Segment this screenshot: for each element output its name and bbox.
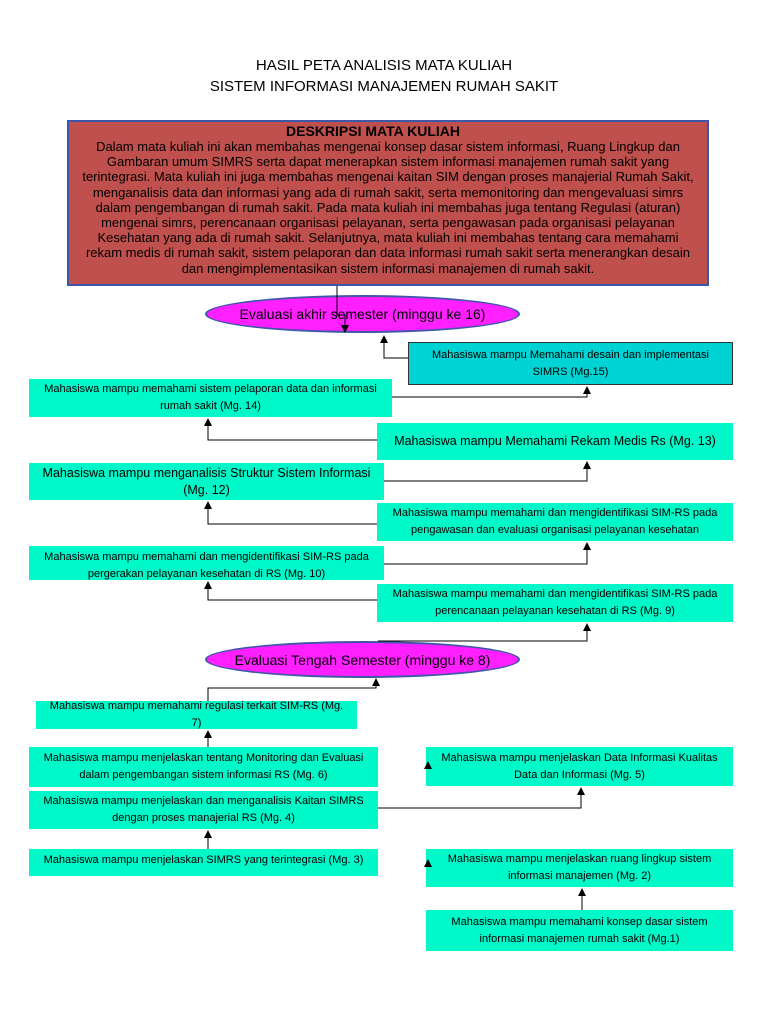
- outcome-mg2-box: Mahasiswa mampu menjelaskan ruang lingkup sistem informasi manajemen (Mg. 2): [426, 849, 733, 887]
- outcome-mg11-box: Mahasiswa mampu memahami dan mengidentifikasi SIM-RS pada pengawasan dan evaluasi organisasi pelayanan kesehatan: [377, 503, 733, 541]
- connector-mg4-to-mg5: [378, 788, 581, 808]
- midterm-evaluation-oval: Evaluasi Tengah Semester (minggu ke 8): [205, 641, 520, 678]
- outcome-mg9-box: Mahasiswa mampu memahami dan mengidentifikasi SIM-RS pada perencanaan pelayanan kesehatan di RS (Mg. 9): [377, 584, 733, 622]
- outcome-mg7-box: Mahasiswa mampu memahami regulasi terkait SIM-RS (Mg. 7): [36, 701, 357, 729]
- outcome-mg6-box: Mahasiswa mampu menjelaskan tentang Monitoring dan Evaluasi dalam pengembangan sistem informasi RS (Mg. 6): [29, 747, 378, 787]
- outcome-mg14-box: Mahasiswa mampu memahami sistem pelaporan data dan informasi rumah sakit (Mg. 14): [29, 379, 392, 417]
- outcome-mg4-box: Mahasiswa mampu menjelaskan dan menganalisis Kaitan SIMRS dengan proses manajerial RS (Mg. 4): [29, 791, 378, 829]
- connector-mg15-to-uas: [384, 336, 408, 358]
- outcome-mg5-box: Mahasiswa mampu menjelaskan Data Informasi Kualitas Data dan Informasi (Mg. 5): [426, 747, 733, 786]
- connector-mg11-to-mg12: [208, 502, 377, 524]
- description-box: [67, 120, 709, 286]
- connector-mg12-to-mg13: [384, 462, 587, 481]
- page-title-line-1: HASIL PETA ANALISIS MATA KULIAH: [255, 57, 513, 74]
- connector-mg10-to-mg11: [384, 543, 587, 564]
- outcome-mg12-box: Mahasiswa mampu menganalisis Struktur Sistem Informasi (Mg. 12): [29, 463, 384, 500]
- outcome-mg1-box: Mahasiswa mampu memahami konsep dasar sistem informasi manajemen rumah sakit (Mg.1): [426, 910, 733, 951]
- outcome-mg3-box: Mahasiswa mampu menjelaskan SIMRS yang terintegrasi (Mg. 3): [29, 849, 378, 876]
- page-title-line-2: SISTEM INFORMASI MANAJEMEN RUMAH SAKIT: [209, 78, 559, 95]
- connector-uts-to-mg9: [378, 624, 587, 641]
- description-heading: DESKRIPSI MATA KULIAH: [286, 123, 460, 139]
- connector-mg14-to-mg15: [392, 387, 587, 397]
- outcome-mg10-box: Mahasiswa mampu memahami dan mengidentifikasi SIM-RS pada pergerakan pelayanan kesehatan di RS (Mg. 10): [29, 546, 384, 580]
- description-body: Dalam mata kuliah ini akan membahas mengenai konsep dasar sistem informasi, Ruang Lingkup dan Gambaran umum SIMRS serta dapat menerapkan sistem informasi manajemen rumah sakit yang terintegrasi. Mata kuliah ini juga membahas mengenai kaitan SIM dengan proses manajerial Rumah Sakit, menganalisis data dan informasi yang ada di rumah sakit, serta memonitoring dan mengevaluasi simrs dalam pengembangan di rumah sakit. Pada mata kuliah ini membahas juga tentang Regulasi (aturan) mengenai simrs, perencanaan organisasi pelayanan, serta pengawasan pada organisasi pelayanan Kesehatan yang ada di rumah sakit. Selanjutnya, mata kuliah ini membahas tentang cara memahami rekam medis di rumah sakit, sistem pelaporan dan data informasi rumah sakit serta menerangkan desain dan mengimplementasikan sistem informasi manajemen di rumah sakit.: [82, 139, 694, 276]
- final-evaluation-oval: Evaluasi akhir semester (minggu ke 16): [205, 295, 520, 333]
- connector-mg9-to-mg10: [208, 582, 377, 600]
- connector-mg13-to-mg14: [208, 419, 377, 440]
- connector-mg7-to-uts: [208, 679, 376, 701]
- outcome-mg15-box: Mahasiswa mampu Memahami desain dan implementasi SIMRS (Mg.15): [408, 342, 733, 385]
- outcome-mg13-box: Mahasiswa mampu Memahami Rekam Medis Rs (Mg. 13): [377, 423, 733, 460]
